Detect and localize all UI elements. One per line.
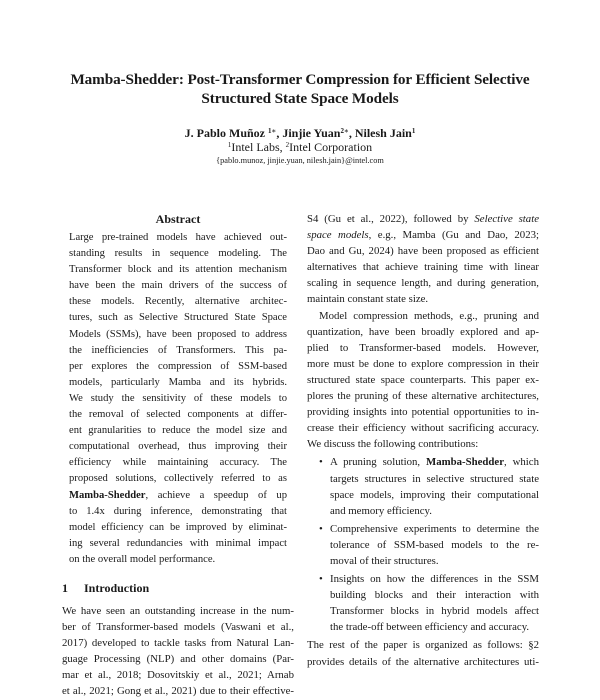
affiliation-name: Intel Labs [231, 140, 280, 154]
body-line: Transformer blocks in hybrid models affect [330, 605, 539, 618]
body-line: Comprehensive experiments to determine the [330, 522, 539, 535]
body-text: , which [504, 456, 539, 469]
abstract-line: ing several redundancies with minimal impact [69, 537, 287, 549]
author-affiliation-mark: 1∗ [268, 127, 277, 135]
author-name: J. Pablo Muñoz [184, 126, 265, 140]
abstract-heading: Abstract [155, 212, 201, 226]
method-name: Mamba-Shedder [426, 456, 504, 469]
author-affiliation-mark: 2∗ [340, 127, 349, 135]
affiliation-mark: 1 [227, 141, 232, 149]
body-line [307, 227, 539, 243]
body-line: Dao and Gu, 2024) have been proposed as efficient [307, 245, 539, 258]
abstract-body [69, 230, 287, 568]
abstract-line: models, particularly Mamba and its hybrids. [69, 376, 287, 388]
body-text: , e.g., Mamba (Gu and Dao, 2023; [368, 229, 540, 242]
body-line: maintain constant state size. [307, 293, 429, 306]
abstract-line: proposed solutions, collectively referred to as [69, 473, 287, 485]
body-line: structured state space counterparts. This paper ex- [307, 373, 539, 386]
contributions-list [307, 454, 539, 635]
abstract-line: to 1.4x during inference, demonstrating that [69, 505, 287, 517]
section-number: 1 [62, 580, 68, 595]
bullet-icon: • [319, 456, 323, 469]
abstract-line: per explores the compression of SSM-based [69, 360, 287, 372]
affiliation-name: Intel Corporation [289, 140, 373, 154]
affiliations: $^1$Intel Labs, $^2$Intel Corporation [227, 140, 373, 154]
body-line: ber of Transformer-based models (Vaswani et al., [62, 621, 294, 634]
abstract-line: tures, such as Selective Structured State Space [69, 312, 287, 324]
section-heading-introduction [62, 580, 294, 596]
abstract-line: Large pre-trained models have achieved out- [69, 232, 287, 243]
emphasis-text: space models [307, 229, 369, 242]
emphasis-text: Selective state [474, 213, 540, 225]
title-line-2: Structured State Space Models [201, 90, 399, 107]
contribution-item [307, 571, 539, 635]
body-line: providing insights into potential opportunities to in- [307, 406, 539, 419]
abstract-line: ent granularities to reduce the model size and [69, 425, 287, 437]
body-line: more must be done to explore compression in their [307, 357, 539, 370]
bullet-icon: • [319, 573, 323, 586]
body-line: alternatives that achieve training time with linear [307, 261, 539, 274]
contribution-item [307, 454, 539, 518]
contribution-item [307, 521, 539, 569]
body-line: et al., 2021; Gong et al., 2021) due to their effective- [62, 685, 294, 698]
author-affiliation-mark: 1 [411, 127, 416, 135]
affiliation-mark: 2 [285, 141, 290, 149]
body-line: crease their efficiency without sacrificing accuracy. [307, 422, 539, 435]
intro-paragraph [62, 603, 294, 700]
abstract-line: efficiency while maintaining accuracy. The [69, 457, 287, 469]
abstract-line: have been the main drivers of the success of [69, 280, 287, 292]
title-line-1: Mamba-Shedder: Post-Transformer Compression for Efficient Selective [70, 71, 530, 88]
body-line: We discuss the following contributions: [307, 438, 479, 451]
abstract-line: model efficiency can be improved by eliminat- [69, 521, 287, 533]
bullet-icon: • [319, 522, 323, 535]
right-column [307, 211, 539, 670]
abstract-line: these models. Recently, alternative architec- [69, 296, 287, 308]
body-line: scaling in sequence length, and during generation, [307, 277, 539, 290]
body-line: Model compression methods, e.g., pruning and [319, 309, 539, 322]
author-list: J. Pablo Muñoz $^{1∗}$, Jinjie Yuan$^{2∗}$, Nilesh Jain$^1$ [184, 126, 416, 140]
abstract-line: We study the sensitivity of these models to [69, 392, 287, 404]
body-line: 2017) developed to tackle tasks from Natural Lan- [62, 637, 294, 650]
author-name: Nilesh Jain [354, 126, 412, 140]
body-line: We have seen an outstanding increase in the num- [62, 604, 294, 617]
body-line: quantization, have been broadly explored and ap- [307, 325, 539, 338]
body-line: building blocks and their interaction with [330, 589, 539, 602]
abstract-line: the inefficiencies of Transformers. This pa- [69, 344, 287, 356]
abstract-line: Transformer block and its attention mechanism [69, 264, 287, 276]
body-line: and memory efficiency. [330, 504, 432, 517]
paper-title [40, 70, 560, 108]
body-line: targets structures in selective structured state [330, 472, 539, 485]
paragraph-compression [307, 308, 539, 453]
body-line: Insights on how the differences in the SSM [330, 573, 539, 586]
body-line [307, 211, 539, 227]
abstract-line: Models (SSMs), have been proposed to address [69, 328, 287, 340]
left-column [62, 211, 294, 700]
abstract-line: the removal of selected components at differ- [69, 409, 287, 421]
body-text: A pruning solution, [330, 456, 427, 469]
paragraph-organization [307, 637, 539, 669]
body-text: S4 (Gu et al., 2022), followed by [307, 213, 475, 225]
section-title: Introduction [84, 580, 150, 595]
author-emails: {pablo.munoz, jinjie.yuan, nilesh.jain}@intel.com [216, 156, 384, 165]
paragraph-ssm-background [307, 211, 539, 308]
author-name: Jinjie Yuan [282, 126, 341, 140]
body-line: space models, improving their computational [330, 488, 539, 501]
abstract-text: , achieve a speedup of up [145, 489, 287, 501]
abstract-line: computational overhead, thus improving their [69, 441, 287, 453]
body-line: tolerance of SSM-based models to the re- [330, 538, 539, 551]
method-name: Mamba-Shedder [69, 489, 146, 501]
body-line: mar et al., 2018; Dosovitskiy et al., 2021; Arnab [62, 669, 294, 682]
body-line: the trade-off between efficiency and accuracy. [330, 621, 530, 634]
body-line: guage Processing (NLP) and other domains (Par- [62, 653, 294, 666]
body-line: plied to Transformer-based models. However, [307, 341, 539, 354]
body-line: The rest of the paper is organized as follows: §2 [307, 639, 539, 652]
body-line [330, 454, 539, 470]
body-line: moval of their structures. [330, 554, 439, 567]
abstract-line [69, 488, 287, 504]
abstract-line: on the overall model performance. [69, 553, 216, 565]
body-line: provides details of the alternative architectures uti- [307, 655, 539, 668]
body-line: plores the pruning of these alternative architectures, [307, 390, 539, 403]
abstract-line: standing results in sequence modeling. The [69, 248, 287, 260]
